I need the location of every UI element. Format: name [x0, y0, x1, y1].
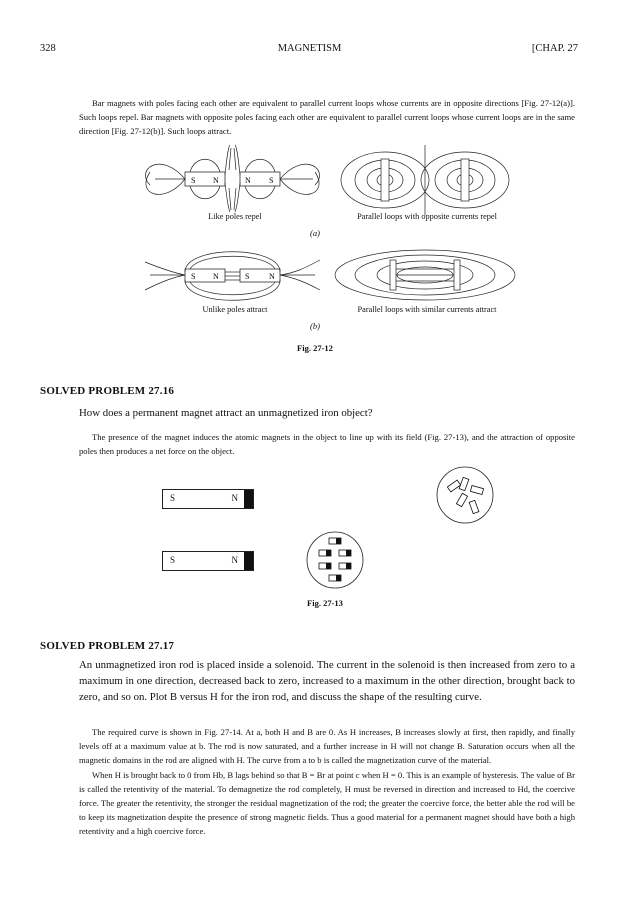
- fig-13-unmagnetized-object: [435, 465, 495, 525]
- fig-12b-caption-left: Unlike poles attract: [202, 305, 268, 314]
- problem-17-answer: [79, 725, 575, 839]
- fig-13-magnet-top-s: S: [170, 493, 176, 503]
- fig-12a-right-magnet-pole-s: S: [269, 176, 274, 185]
- fig-12a-bar-magnets: [145, 150, 320, 210]
- fig-13-magnet-top: [162, 489, 254, 509]
- intro-paragraph: [79, 96, 575, 139]
- problem-17-heading: SOLVED PROBLEM 27.17: [40, 640, 175, 652]
- fig-12b-caption-right: Parallel loops with similar currents attract: [357, 305, 497, 314]
- fig-12b-bar-magnets: [145, 250, 320, 300]
- problem-17-answer-p2: When H is brought back to 0 from Hb, B lags behind so that B = Br at point c when H = 0. This is an example of hysteresis. The value of Br is called the retentivity of the material. To demagnetize the rod completely, H must be reversed in direction and increased to Hd, the coercive force. The greater the retentivity, the stronger the residual magnetization of the rod; the greater the coercive force, the better able the rod will be to keep its magnetization despite the presence of strong magnetic fields. Thus a good material for a permanent magnet should have both a high retentivity and a high coercive force.: [79, 769, 575, 837]
- problem-17-question: An unmagnetized iron rod is placed inside a solenoid. The current in the solenoid is then increased from zero to a maximum in one direction, decreased back to zero, increased to a maximum in the other direction, brought back to zero, and so on. Plot B versus H for the iron rod, and discuss the shape of the resulting curve.: [79, 659, 575, 703]
- fig-12b-sub-label: (b): [310, 321, 320, 331]
- problem-16-heading: SOLVED PROBLEM 27.16: [40, 385, 175, 397]
- fig-13-magnet-bottom-s: S: [170, 555, 176, 565]
- fig-12a-right-magnet-pole-n: N: [245, 176, 251, 185]
- fig-27-13-label: Fig. 27-13: [307, 598, 343, 608]
- fig-12b-left-magnet-pole-s: S: [191, 272, 196, 281]
- fig-12a-left-magnet-pole-n: N: [213, 176, 219, 185]
- fig-27-12-label: Fig. 27-12: [297, 343, 333, 353]
- fig-12a-sub-label: (a): [310, 228, 320, 238]
- chapter-title: MAGNETISM: [277, 43, 342, 54]
- intro-text: Bar magnets with poles facing each other are equivalent to parallel current loops whose currents are in opposite directions [Fig. 27-12(a)]. Such loops repel. Bar magnets with opposite poles facing each other are equivalent to parallel current loops whose current loops are in the same direction [Fig. 27-12(b)]. Such loops attract.: [79, 98, 575, 137]
- fig-13-magnet-bottom: [162, 551, 254, 571]
- problem-16-answer: [79, 430, 575, 458]
- page-number: 328: [40, 43, 56, 54]
- chapter-ref: [CHAP. 27: [531, 43, 578, 54]
- fig-12a-left-magnet-pole-s: S: [191, 176, 196, 185]
- fig-12a-caption-right: Parallel loops with opposite currents repel: [357, 212, 497, 221]
- problem-16-answer-text: The presence of the magnet induces the atomic magnets in the object to line up with its field (Fig. 27-13), and the attraction of opposite poles then produces a net force on the object.: [79, 432, 575, 457]
- fig-12a-caption-left: Like poles repel: [208, 212, 262, 221]
- fig-12b-current-loops: [330, 250, 520, 300]
- fig-13-magnet-bottom-n: N: [231, 555, 238, 565]
- fig-12b-left-magnet-pole-n: N: [213, 272, 219, 281]
- fig-13-magnet-top-n: N: [231, 493, 238, 503]
- fig-13-magnetized-object: [305, 530, 365, 590]
- problem-17-answer-p1: The required curve is shown in Fig. 27-14. At a, both H and B are 0. As H increases, B increases slowly at first, then rapidly, and finally levels off at a maximum value at b. The rod is now saturated, and a further increase in H will not change B. Saturation occurs when all the magnetic domains in the rod are aligned with H. The curve from a to b is called the magnetization curve of the material.: [79, 727, 575, 766]
- fig-12a-current-loops: [330, 145, 520, 215]
- problem-16-question: How does a permanent magnet attract an unmagnetized iron object?: [79, 407, 373, 419]
- fig-12b-right-magnet-pole-s: S: [245, 272, 250, 281]
- fig-12b-right-magnet-pole-n: N: [269, 272, 275, 281]
